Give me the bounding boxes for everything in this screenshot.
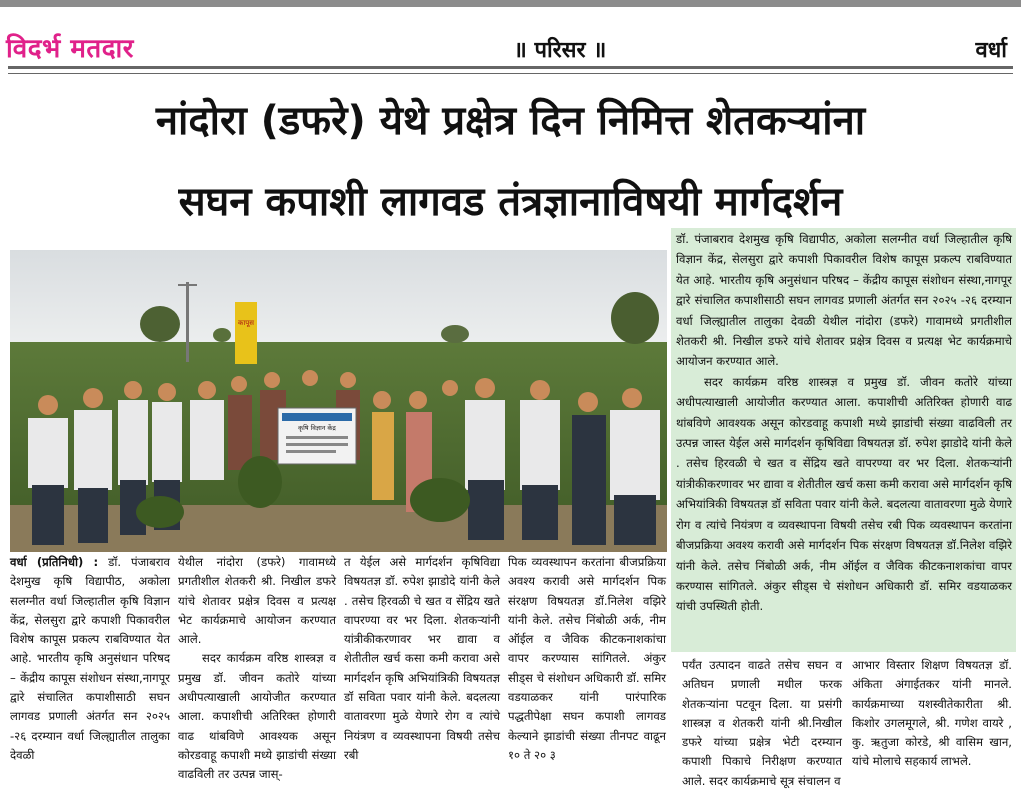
column-2-text-a: येथील नांदोरा (डफरे) गावामध्ये प्रगतीशील शेतकरी श्री. निखील डफरे यांचे शेतावर प्रक्षेत्र दिवस व प्रत्यक्ष भेट कार्यक्रमाचे आयोजन करण्यात आले.: [178, 555, 336, 647]
district-name: वर्धा: [975, 38, 1007, 63]
summary-paragraph-1: डॉ. पंजाबराव देशमुख कृषि विद्यापीठ, अकोला सलग्नीत वर्धा जिल्हातील कृषि विज्ञान केंद्र, सेलसुरा द्वारे कपाशी पिकावरील विशेष कापूस प्रकल्प राबविण्यात येत आहे. भारतीय कृषि अनुसंधान परिषद – केंद्रीय कापूस संशोधन संस्था,नागपूर द्वारे संचालित कपाशीसाठी सघन लागवड प्रणाली अंतर्गत सन २०२५ -२६ दरम्यान वर्धा जिल्ह्यातील तालुका देवळी येथील नांदोरा (डफरे) गावामध्ये प्रगतीशील शेतकरी श्री. निखील डफरे यांचे शेतावर प्रक्षेत्र दिवस व प्रत्यक्ष भेट कार्यक्रमाचे आयोजन करण्यात आले.: [676, 232, 1012, 369]
article-column-5: [682, 656, 842, 791]
section-name: ॥ परिसर ॥: [513, 38, 607, 63]
news-photo: [10, 250, 667, 552]
masthead-rule-thin: [8, 73, 1013, 74]
column-1-text: डॉ. पंजाबराव देशमुख कृषि विद्यापीठ, अकोला सलग्नीत वर्धा जिल्हातील कृषि विज्ञान केंद्र, सेलसुरा द्वारे कपाशी पिकावरील विशेष कापूस प्रकल्प राबविण्यात येत आहे. भारतीय कृषि अनुसंधान परिषद – केंद्रीय कापूस संशोधन संस्था,नागपूर द्वारे संचालित कपाशीसाठी सघन लागवड प्रणाली अंतर्गत सन २०२५ -२६ दरम्यान वर्धा जिल्ह्यातील तालुका देवळी: [10, 555, 170, 762]
column-5-text: पर्यंत उत्पादन वाढते तसेच सघन व अतिघन प्रणाली मधील फरक शेतकऱ्यांना पटवून दिला. या प्रसंगी शास्त्रज्ञ व शेतकरी यांनी श्री.निखील डफरे यांच्या प्रक्षेत्र भेटी दरम्यान कपाशी पिकाचे निरीक्षण करण्यात आले. सदर कार्यक्रमाचे सूत्र संचालन व: [682, 658, 842, 788]
column-4-text: पिक व्यवस्थापन करतांना बीजप्रक्रिया अवश्य करावी असे मार्गदर्शन पिक संरक्षण विषयतज्ञ डॉ.निलेश वझिरे यांनी केले. तसेच निंबोळी अर्क, नीम ऑईल व जैविक कीटकनाशकांचा वापर करण्यास सांगितले. अंकुर सीड्स चे संशोधन अधिकारी डॉ. समिर वडयाळकर यांनी पारंपारिक पद्धतीपेक्षा सघन कपाशी लागवड केल्याने झाडांची संख्या तीनपट वाढून १० ते २० ३: [508, 555, 666, 762]
top-bar: [0, 0, 1021, 7]
newspaper-logo: विदर्भ मतदार: [6, 34, 134, 64]
dateline: वर्धा (प्रतिनिधी) :: [10, 555, 99, 569]
column-3-text: त येईल असे मार्गदर्शन कृषिविद्या विषयतज्ञ डॉ. रुपेश झाडोदे यांनी केले . तसेच हिरवळी चे खत व सेंद्रिय खते वापरण्या वर भर दिला. शेतकऱ्यांनी यांत्रीकीकरणावर भर द्यावा व शेतीतील खर्च कसा कमी करावा असे मार्गदर्शन कृषि अभियांत्रिकी विषयतज्ञ डॉ सविता पवार यांनी केले. बदलत्या वातावरणा मुळे येणारे रोग व त्यांचे नियंत्रण व व्यवस्थापना विषयी तसेच रबी: [344, 555, 500, 762]
headline-line-2: सघन कपाशी लागवड तंत्रज्ञानाविषयी मार्गदर्शन: [178, 179, 843, 225]
column-2-text-b: सदर कार्यक्रम वरिष्ठ शास्त्रज्ञ व प्रमुख डॉ. जीवन कतोरे यांच्या अधीपत्याखाली आयोजीत करण्यात आला. कपाशीची अतिरिक्त होणारी वाढ थांबविणे आवश्यक असून कोरडवाहू कपाशी मध्ये झाडांची संख्या वाढविली तर उत्पन्न जास्-: [178, 651, 336, 782]
summary-box-text: [676, 229, 1012, 617]
masthead: [0, 7, 1021, 69]
article-column-4: [508, 553, 666, 765]
article-column-1: [10, 553, 170, 765]
headline-line-1: नांदोरा (डफरे) येथे प्रक्षेत्र दिन निमित्त शेतकऱ्यांना: [155, 98, 866, 144]
signboard-text: कापूस: [238, 319, 254, 327]
article-column-2: [178, 553, 336, 785]
column-6-text: आभार विस्तार शिक्षण विषयतज्ञ डॉ. अंकिता अंगाईतकर यांनी मानले. कार्यक्रमाच्या यशस्वीतेकारीता श्री. किशोर उगलमूगले, श्री. गणेश वायरे , कु. ऋतुजा कोरडे, श्री वासिम खान, यांचे मोलाचे सहकार्य लाभले.: [852, 658, 1012, 769]
masthead-rule: [8, 66, 1013, 69]
event-banner-text: कृषि विज्ञान केंद्र: [298, 424, 336, 432]
article-column-3: [344, 553, 500, 765]
yellow-signboard: [235, 302, 257, 364]
article-column-6: [852, 656, 1012, 772]
summary-paragraph-2: सदर कार्यक्रम वरिष्ठ शास्त्रज्ञ व प्रमुख डॉ. जीवन कतोरे यांच्या अधीपत्याखाली आयोजीत करण्यात आला. कपाशीची अतिरिक्त होणारी वाढ थांबविणे आवश्यक असून कोरडवाहू कपाशी मध्ये झाडांची संख्या वाढविली तर उत्पन्न जास्त येईल असे मार्गदर्शन कृषिविद्या विषयतज्ञ डॉ. रुपेश झाडोदे यांनी केले . तसेच हिरवळी चे खत व सेंद्रिय खते वापरण्या वर भर दिला. शेतकऱ्यांनी यांत्रीकीकरणावर भर द्यावा व शेतीतील खर्च कसा कमी करावा असे मार्गदर्शन कृषि अभियांत्रिकी विषयतज्ञ डॉ सविता पवार यांनी केले. बदलत्या वातावरणा मुळे येणारे रोग व त्यांचे नियंत्रण व व्यवस्थापना विषयी तसेच रबी पिक व्यवस्थापन करतांना बीजप्रक्रिया अवश्य करावी असे मार्गदर्शन पिक संरक्षण विषयतज्ञ डॉ.निलेश वझिरे यांनी केले. तसेच निंबोळी अर्क, नीम ऑईल व जैविक कीटकनाशकांचा वापर करण्यास सांगितले. अंकुर सीड्स चे संशोधन अधिकारी डॉ. समिर वडयाळकर यांची उपस्थिती होती.: [676, 374, 1012, 614]
